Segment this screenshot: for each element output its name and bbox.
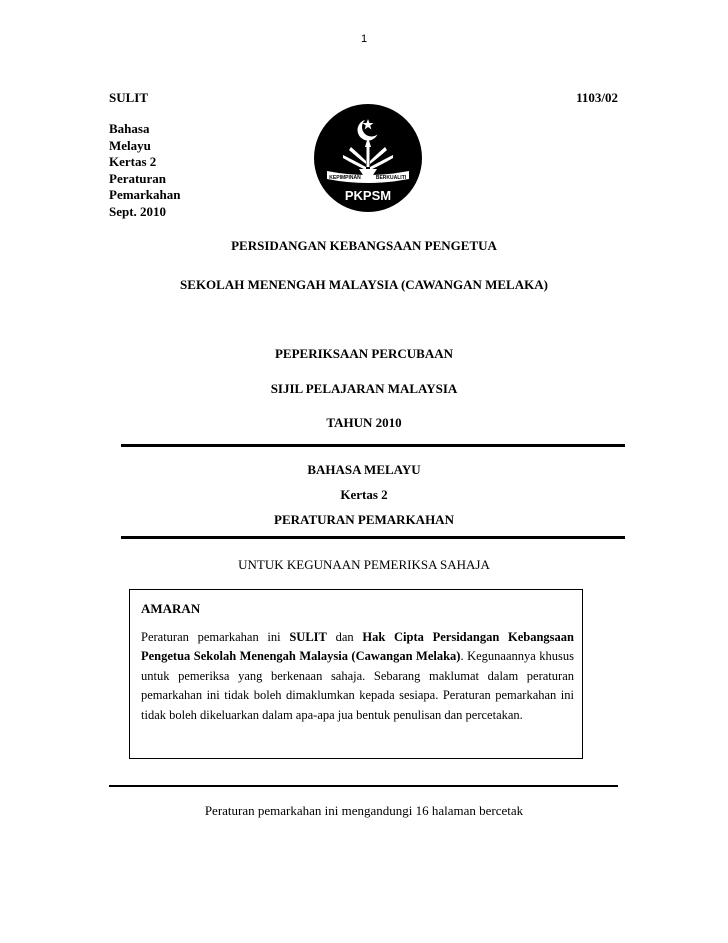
warning-box — [129, 589, 583, 759]
paper-code: 1103/02 — [576, 90, 618, 105]
warning-text: . Kegunaannya khusus untuk pemeriksa yang berkenaan sahaja. Sebarang maklumat dalam peraturan pemarkahan ini tidak boleh dimaklumkan kepada sesiapa. Peraturan pemarkahan ini tidak boleh dikeluarkan dalam apa-apa jua bentuk penulisan dan percetakan. — [141, 649, 574, 722]
document-type: PERATURAN PEMARKAHAN — [274, 512, 454, 527]
examiner-note: UNTUK KEGUNAAN PEMERIKSA SAHAJA — [238, 557, 490, 572]
warning-text: Peraturan pemarkahan ini — [141, 630, 290, 644]
exam-year: TAHUN 2010 — [326, 415, 402, 430]
meta-line: Kertas 2 — [109, 154, 157, 169]
organizer-line-2: SEKOLAH MENENGAH MALAYSIA (CAWANGAN MELAKA) — [180, 277, 548, 292]
meta-line: Sept. 2010 — [109, 203, 167, 219]
warning-text: dan — [326, 630, 363, 644]
exam-title: PEPERIKSAAN PERCUBAAN — [274, 346, 454, 361]
meta-line: Peraturan — [109, 170, 167, 186]
warning-body — [141, 628, 574, 725]
meta-line: Bahasa — [109, 121, 150, 136]
meta-line: Melayu — [109, 137, 151, 153]
paper-meta — [109, 121, 181, 220]
organizer-line-1: PERSIDANGAN KEBANGSAAN PENGETUA — [231, 238, 497, 253]
logo-banner-left: KEPIMPINAN — [329, 175, 361, 181]
warning-bold-text: SULIT — [289, 630, 327, 644]
pkpsm-crest-icon — [313, 103, 423, 213]
divider — [121, 444, 625, 447]
divider — [121, 536, 625, 539]
subject-name: BAHASA MELAYU — [307, 462, 421, 477]
classification-label: SULIT — [109, 90, 149, 105]
logo-acronym: PKPSM — [344, 188, 392, 203]
page-number: 1 — [360, 33, 368, 45]
page-count-note: Peraturan pemarkahan ini mengandungi 16 halaman bercetak — [204, 803, 524, 818]
logo-banner-right: BERKUALITI — [375, 175, 407, 181]
meta-line: Pemarkahan — [109, 187, 181, 202]
divider — [109, 785, 618, 787]
warning-bold-text: Hak Cipta Persidangan Kebangsaan Pengetua Sekolah Menengah Malaysia (Cawangan Melaka) — [141, 630, 574, 664]
warning-title: AMARAN — [141, 601, 201, 616]
subject-paper: Kertas 2 — [340, 487, 388, 502]
exam-certificate: SIJIL PELAJARAN MALAYSIA — [270, 381, 458, 396]
